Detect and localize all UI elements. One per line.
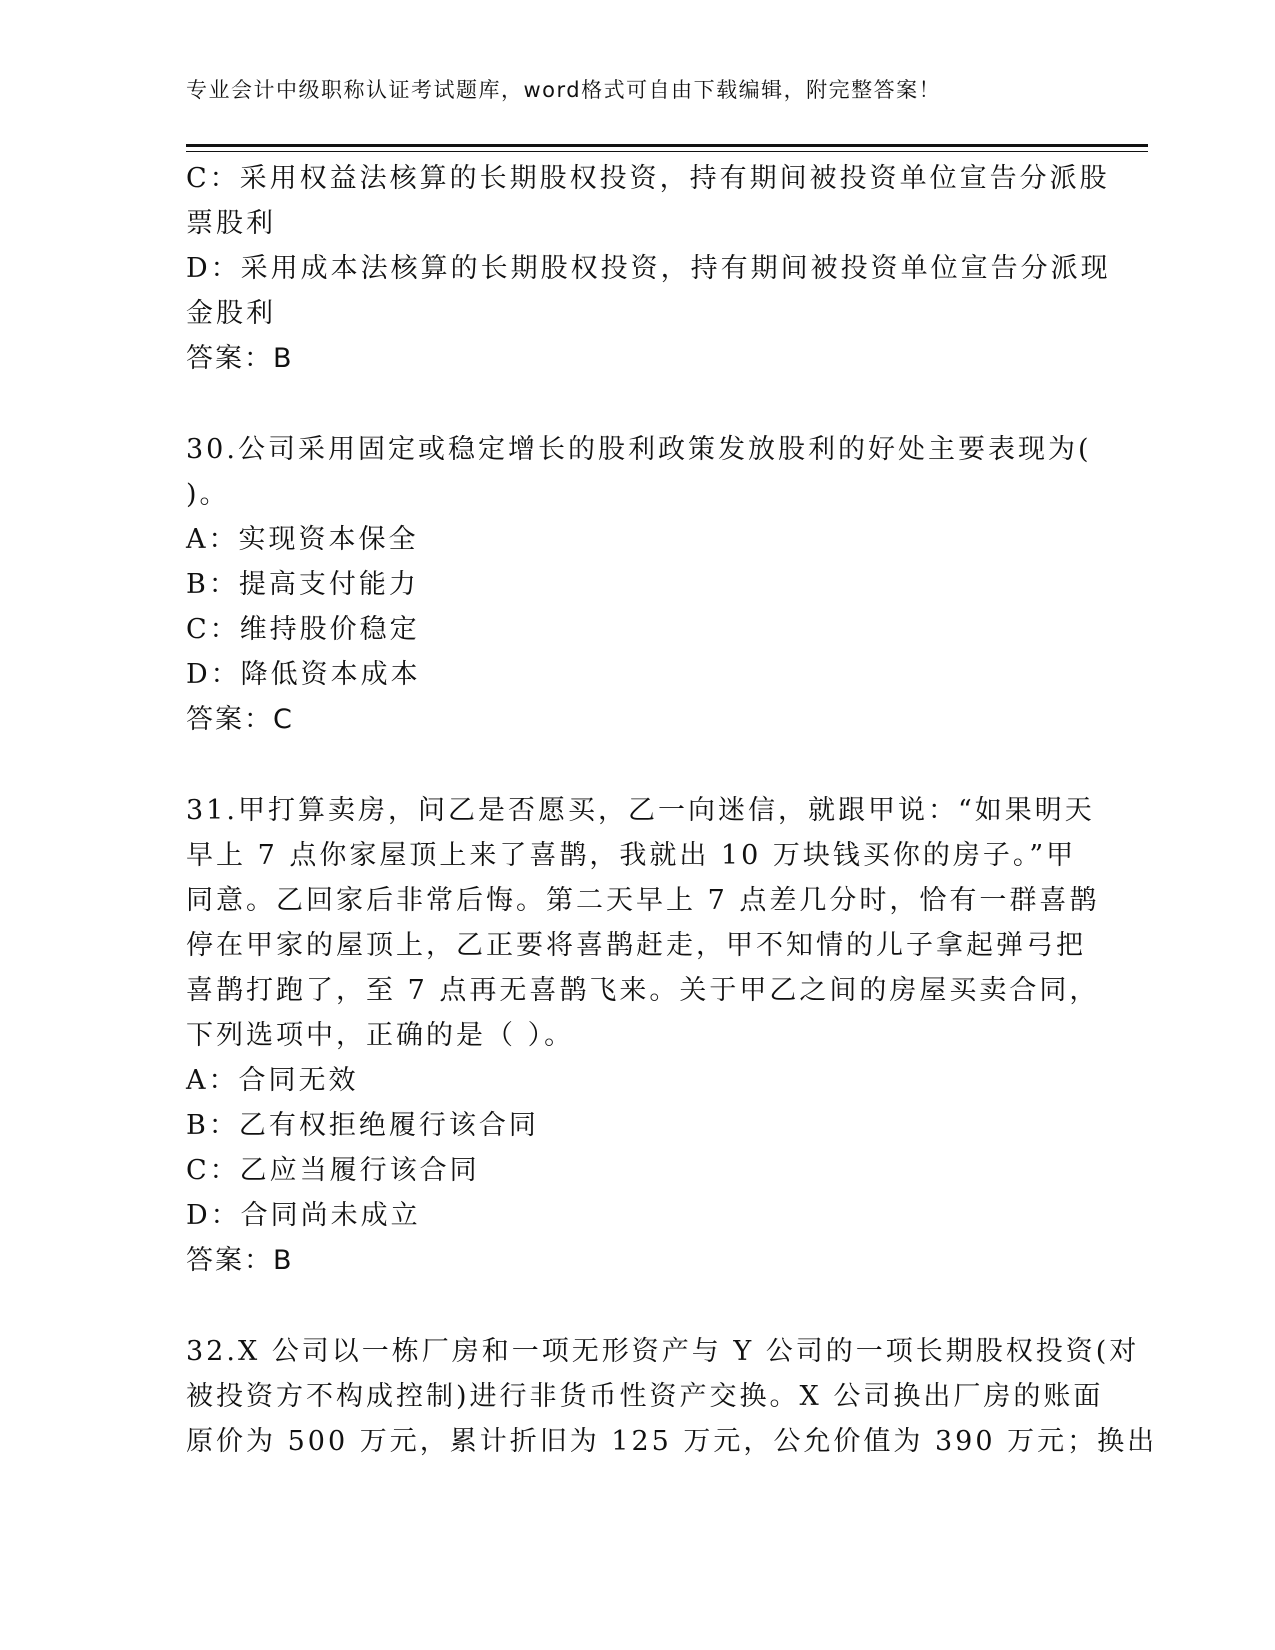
text-line: 票股利 [186, 208, 276, 239]
question-stem: 下列选项中，正确的是（ ）。 [186, 1020, 575, 1051]
option-b: B：乙有权拒绝履行该合同 [186, 1110, 539, 1141]
answer: 答案：B [186, 1245, 294, 1276]
question-stem: 早上 7 点你家屋顶上来了喜鹊，我就出 10 万块钱买你的房子。”甲 [186, 840, 1077, 871]
question-32 [186, 1329, 1158, 1464]
option-c: C：乙应当履行该合同 [186, 1155, 480, 1186]
page-header: 专业会计中级职称认证考试题库，word格式可自由下载编辑，附完整答案！ [186, 78, 942, 102]
question-stem: 31.甲打算卖房，问乙是否愿买，乙一向迷信，就跟甲说：“如果明天 [186, 795, 1095, 826]
option-b: B：提高支付能力 [186, 569, 419, 600]
question-stem: 原价为 500 万元，累计折旧为 125 万元，公允价值为 390 万元；换出 [186, 1426, 1158, 1457]
option-a: A：实现资本保全 [186, 524, 419, 555]
option-d: D：合同尚未成立 [186, 1200, 421, 1231]
option-d: D：降低资本成本 [186, 659, 421, 690]
answer: 答案：C [186, 704, 294, 735]
question-stem: 喜鹊打跑了，至 7 点再无喜鹊飞来。关于甲乙之间的房屋买卖合同， [186, 975, 1100, 1006]
text-line: 金股利 [186, 298, 276, 329]
text-line: C：采用权益法核算的长期股权投资，持有期间被投资单位宣告分派股 [186, 163, 1110, 194]
question-stem: 停在甲家的屋顶上，乙正要将喜鹊赶走，甲不知情的儿子拿起弹弓把 [186, 930, 1086, 961]
answer: 答案：B [186, 343, 294, 374]
header-rule-thin [186, 151, 1148, 152]
question-stem: 32.X 公司以一栋厂房和一项无形资产与 Y 公司的一项长期股权投资(对 [186, 1336, 1140, 1367]
text-line: D：采用成本法核算的长期股权投资，持有期间被投资单位宣告分派现 [186, 253, 1111, 284]
option-c: C：维持股价稳定 [186, 614, 420, 645]
question-30 [186, 427, 1092, 742]
question-stem: 30.公司采用固定或稳定增长的股利政策发放股利的好处主要表现为( [186, 434, 1092, 465]
document-body [186, 156, 1158, 1464]
header-rule-thick [186, 144, 1148, 147]
question-stem: 同意。乙回家后非常后悔。第二天早上 7 点差几分时，恰有一群喜鹊 [186, 885, 1100, 916]
question-stem: )。 [186, 479, 230, 510]
option-a: A：合同无效 [186, 1065, 359, 1096]
question-31 [186, 788, 1100, 1283]
question-stem: 被投资方不构成控制)进行非货币性资产交换。X 公司换出厂房的账面 [186, 1381, 1104, 1412]
question-29-tail [186, 156, 1111, 381]
